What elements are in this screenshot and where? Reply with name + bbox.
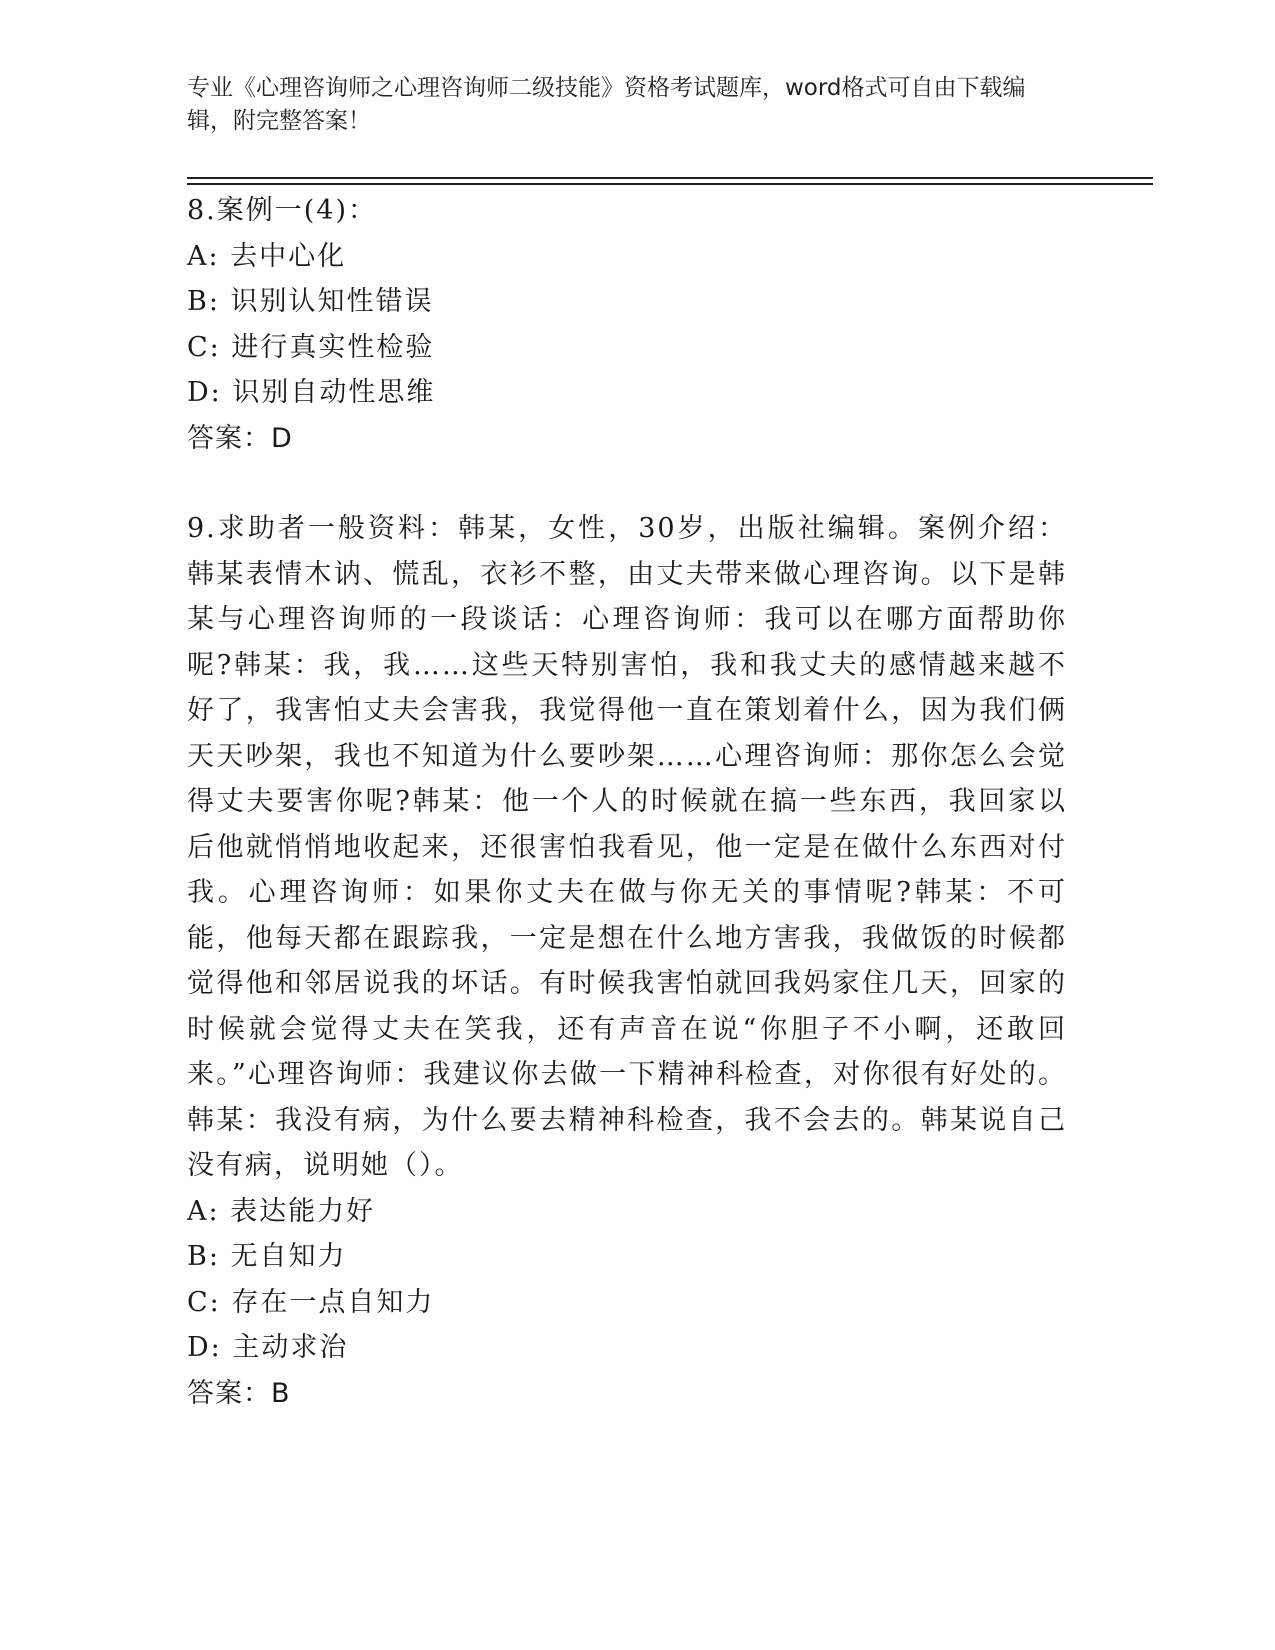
question-9 — [187, 506, 1067, 1416]
document-header: 专业《心理咨询师之心理咨询师二级技能》资格考试题库，word格式可自由下载编辑，附完整答案！ — [187, 75, 1026, 134]
header-rule-bottom — [187, 183, 1153, 185]
header-rule-top — [187, 177, 1153, 179]
option-c: C: 存在一点自知力 — [187, 1286, 435, 1318]
option-c: C: 进行真实性检验 — [187, 331, 435, 363]
option-d: D: 识别自动性思维 — [187, 377, 436, 408]
question-8 — [187, 188, 1067, 461]
answer-line: 答案：B — [187, 1377, 291, 1409]
question-stem: 8.案例一(4)： — [187, 195, 378, 226]
answer-line: 答案：D — [187, 422, 293, 454]
option-a: A: 表达能力好 — [187, 1195, 376, 1227]
question-stem: 9.求助者一般资料：韩某，女性，30岁，出版社编辑。案例介绍：韩某表情木讷、慌乱，衣衫不整，由丈夫带来做心理咨询。以下是韩某与心理咨询师的一段谈话：心理咨询师：我可以在哪方面帮助你呢?韩某：我，我……这些天特别害怕，我和我丈夫的感情越来越不好了，我害怕丈夫会害我，我觉得他一直在策划着什么，因为我们俩天天吵架，我也不知道为什么要吵架……心理咨询师：那你怎么会觉得丈夫要害你呢?韩某：他一个人的时候就在搞一些东西，我回家以后他就悄悄地收起来，还很害怕我看见，他一定是在做什么东西对付我。心理咨询师：如果你丈夫在做与你无关的事情呢?韩某：不可能，他每天都在跟踪我，一定是想在什么地方害我，我做饭的时候都觉得他和邻居说我的坏话。有时候我害怕就回我妈家住几天，回家的时候就会觉得丈夫在笑我，还有声音在说“你胆子不小啊，还敢回来。”心理咨询师：我建议你去做一下精神科检查，对你很有好处的。韩某：我没有病，为什么要去精神科检查，我不会去的。韩某说自己没有病，说明她（）。 — [187, 513, 1067, 1181]
option-d: D: 主动求治 — [187, 1332, 349, 1363]
option-a: A: 去中心化 — [187, 240, 347, 272]
option-b: B: 识别认知性错误 — [187, 286, 434, 317]
option-b: B: 无自知力 — [187, 1241, 347, 1272]
